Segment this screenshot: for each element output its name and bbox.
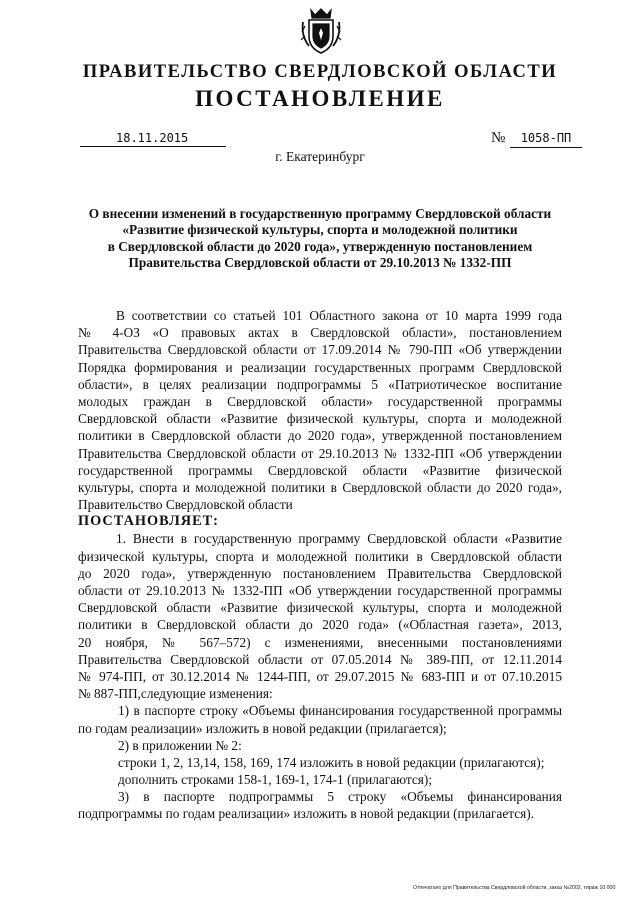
coat-of-arms-icon	[299, 6, 343, 56]
item1-line: Правительства Свердловской области от 07.05.2014 № 389-ПП, от 12.11.2014	[78, 651, 562, 667]
document-date: 18.11.2015	[80, 131, 226, 147]
item1-line: 20 ноября, № 567–572) с изменениями, внесенными постановлениями	[78, 634, 562, 650]
resolves-heading: ПОСТАНОВЛЯЕТ:	[78, 513, 219, 530]
subitem3-line: подпрограммы по годам реализации» изложить в новой редакции (прилагается).	[78, 806, 534, 822]
preamble-line: политики в Свердловской области до 2020 года», утвержденной постановлением	[78, 428, 562, 444]
title-line: в Свердловской области до 2020 года», утвержденную постановлением	[107, 238, 533, 254]
item1-line: политики в Свердловской области до 2020 года» («Областная газета», 2013,	[78, 617, 562, 633]
preamble-line: Правительства Свердловской области от 17.09.2014 № 790-ПП «Об утверждении	[78, 342, 562, 358]
preamble-line: Свердловской области «Развитие физической культуры, спорта и молодежной	[78, 411, 562, 427]
document-type: ПОСТАНОВЛЕНИЕ	[195, 86, 445, 111]
preamble-line: культуры, спорта и молодежной политики в Свердловской области до 2020 года»,	[78, 479, 562, 495]
title-line: О внесении изменений в государственную программу Свердловской области	[88, 206, 552, 221]
subitem2-line: дополнить строками 158-1, 169-1, 174-1 (прилагаются);	[118, 772, 433, 788]
title-line: Правительства Свердловской области от 29.10.2013 № 1332-ПП	[128, 254, 512, 270]
preamble-line: молодых граждан в Свердловской области» государственной программы	[78, 393, 562, 409]
item1-line: № 974-ПП, от 30.12.2014 № 1244-ПП, от 29.07.2015 № 683-ПП и от 07.10.2015	[78, 668, 562, 684]
city: г. Екатеринбург	[275, 149, 365, 164]
item1-line: № 887-ПП,следующие изменения:	[78, 686, 273, 702]
item1-line: физической культуры, спорта и молодежной политики в Свердловской области	[78, 548, 562, 564]
number-sign: №	[491, 130, 506, 146]
preamble-line: государственной программы Свердловской области «Развитие физической	[78, 462, 562, 478]
subitem1-line: 1) в паспорте строку «Объемы финансирования государственной программы	[118, 703, 562, 719]
preamble-line: Правительство Свердловской области	[78, 497, 293, 513]
preamble-line: области», в целях реализации подпрограммы 5 «Патриотическое воспитание	[78, 376, 562, 392]
subitem2-line: строки 1, 2, 13,14, 158, 169, 174 изложить в новой редакции (прилагаются);	[118, 754, 545, 770]
item1-line: области от 29.10.2013 № 1332-ПП «Об утверждении государственной программы	[78, 583, 562, 598]
preamble-line: Правительства Свердловской области от 29.10.2013 № 1332-ПП «Об утверждении	[78, 445, 562, 461]
print-footer: Отпечатано для Правительства Свердловской области, заказ №2002, тираж 10 000	[413, 885, 616, 891]
item1-line: до 2020 года», утвержденную постановлением Правительства Свердловской	[78, 565, 562, 581]
subitem3-line: 3) в паспорте подпрограммы 5 строку «Объемы финансирования	[118, 789, 562, 805]
item1-line: 1. Внести в государственную программу Свердловской области «Развитие	[116, 531, 562, 547]
preamble-line: Порядка формирования и реализации государственных программ Свердловской	[78, 359, 562, 375]
preamble-line: В соответствии со статьей 101 Областного закона от 10 марта 1999 года	[116, 308, 562, 323]
item1-line: Свердловской области «Развитие физической культуры, спорта и молодежной	[78, 600, 562, 616]
government-name: ПРАВИТЕЛЬСТВО СВЕРДЛОВСКОЙ ОБЛАСТИ	[82, 62, 558, 82]
title-line: «Развитие физической культуры, спорта и молодежной политики	[122, 222, 518, 238]
subitem1-line: по годам реализации» изложить в новой редакции (прилагается);	[78, 720, 447, 736]
preamble-line: № 4-ОЗ «О правовых актах в Свердловской области», постановлением	[78, 325, 562, 341]
subitem2-line: 2) в приложении № 2:	[118, 737, 242, 753]
document-body	[78, 307, 562, 823]
document-title	[60, 206, 580, 271]
document-number: 1058-ПП	[510, 131, 582, 148]
